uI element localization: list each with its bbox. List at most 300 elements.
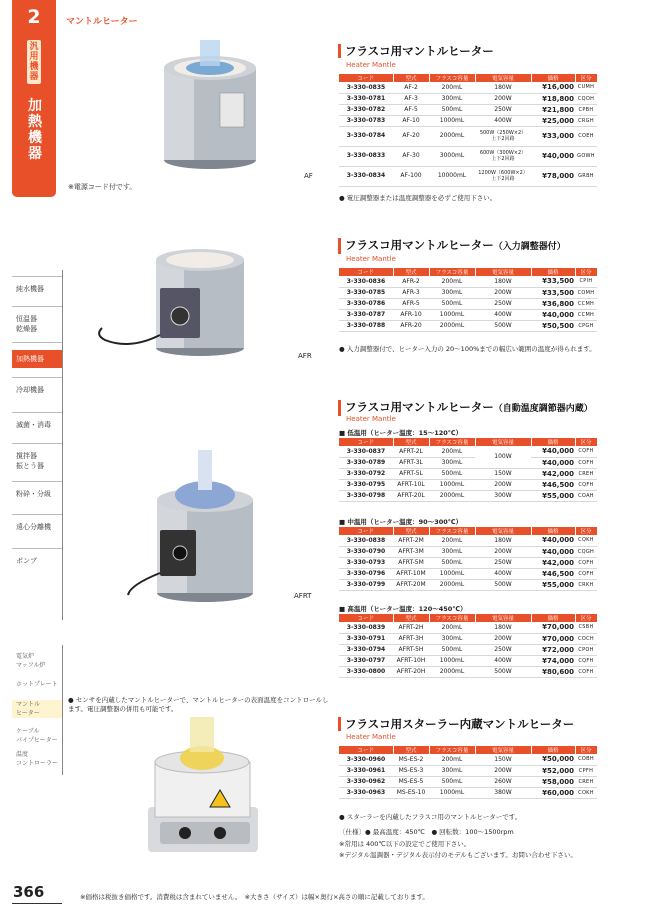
table-cell: 200W	[475, 765, 531, 776]
table-cell: 180W	[475, 276, 531, 287]
table-cell: MS-ES-5	[393, 776, 429, 787]
table-cell: AFRT-5H	[393, 644, 429, 655]
table-cell: CPIH	[575, 276, 597, 287]
table-row	[339, 633, 597, 644]
table-cell: AFR-2	[393, 276, 429, 287]
table-cell: 3-330-0960	[339, 754, 393, 765]
table-row	[339, 146, 597, 166]
table-cell: 250W	[475, 298, 531, 309]
table-header: 型式	[393, 74, 429, 82]
p3-high-table	[339, 614, 598, 678]
table-cell: 200mL	[429, 754, 475, 765]
table-cell: CQFH	[575, 479, 597, 490]
table-row	[339, 126, 597, 146]
table-header: フラスコ容量	[429, 268, 475, 276]
table-header: 価格	[531, 527, 575, 535]
table-header: 型式	[393, 438, 429, 446]
table-header: フラスコ容量	[429, 527, 475, 535]
table-cell: 1000mL	[429, 309, 475, 320]
table-header: 電気容量	[475, 438, 531, 446]
table-cell: CREH	[575, 468, 597, 479]
page-rule	[12, 903, 62, 904]
table-cell: AFRT-2H	[393, 622, 429, 633]
table-cell: 3-330-0791	[339, 633, 393, 644]
sidebar-item: 電気炉 マッフル炉	[16, 653, 46, 669]
table-cell: CCMH	[575, 298, 597, 309]
table-cell: 3-330-0782	[339, 104, 393, 115]
table-header: コード	[339, 74, 393, 82]
table-cell: ¥33,500	[531, 276, 575, 287]
p3-low-group: ■ 低温用（ヒーター温度：15～120℃）	[339, 429, 463, 437]
table-cell: CQFH	[575, 446, 597, 457]
p1-subtitle: Heater Mantle	[346, 61, 396, 69]
table-cell: ¥50,000	[531, 754, 575, 765]
table-header: コード	[339, 527, 393, 535]
table-cell: 180W	[475, 535, 531, 546]
table-row	[339, 644, 597, 655]
table-cell: COFH	[575, 666, 597, 677]
table-row	[339, 115, 597, 126]
table-cell: CREH	[575, 776, 597, 787]
table-cell: ¥42,000	[531, 557, 575, 568]
table-header: 価格	[531, 268, 575, 276]
table-row	[339, 166, 597, 186]
table-cell: ¥72,000	[531, 644, 575, 655]
table-cell: ¥60,000	[531, 787, 575, 798]
table-header: フラスコ容量	[429, 438, 475, 446]
table-cell: ¥40,000	[531, 146, 575, 166]
sidebar-item: 滅菌・消毒	[16, 421, 51, 429]
chapter-subtitle: 汎用機器	[27, 40, 41, 84]
table-cell: 200W	[475, 479, 531, 490]
table-header: 区分	[575, 74, 597, 82]
table-row	[339, 104, 597, 115]
table-cell: 260W	[475, 776, 531, 787]
table-cell: 3-330-0962	[339, 776, 393, 787]
sidebar-separator	[12, 412, 62, 413]
table-header: コード	[339, 438, 393, 446]
sidebar-item: 撹拌器 振とう器	[16, 452, 44, 470]
table-cell: AFRT-3L	[393, 457, 429, 468]
sidebar-separator	[12, 481, 62, 482]
table-row	[339, 765, 597, 776]
table-cell: 500mL	[429, 298, 475, 309]
sidebar-separator	[12, 443, 62, 444]
afr-label: AFR	[298, 352, 312, 360]
table-header: コード	[339, 268, 393, 276]
table-header: 型式	[393, 527, 429, 535]
table-cell: COFH	[575, 457, 597, 468]
table-cell: AF-100	[393, 166, 429, 186]
table-row	[339, 287, 597, 298]
table-cell: 380W	[475, 787, 531, 798]
table-cell: CQGH	[575, 546, 597, 557]
sidebar-item: ケーブル パイプヒーター	[16, 728, 58, 744]
chapter-title: 加熱機器	[28, 98, 42, 162]
table-cell: CQFH	[575, 557, 597, 568]
table-cell: 3-330-0800	[339, 666, 393, 677]
table-cell: 500mL	[429, 104, 475, 115]
table-cell: 3-330-0835	[339, 82, 393, 93]
table-cell: 3-330-0836	[339, 276, 393, 287]
table-cell: 3-330-0797	[339, 655, 393, 666]
table-row	[339, 546, 597, 557]
p4-note3: ※デジタル温調器・デジタル表示付のモデルもございます。お問い合わせ下さい。	[339, 851, 577, 859]
table-cell: 250W	[475, 557, 531, 568]
sidebar-item: 恒温器 乾燥器	[16, 315, 37, 333]
table-cell: COEH	[575, 126, 597, 146]
table-cell: AFRT-10L	[393, 479, 429, 490]
table-cell: ¥18,800	[531, 93, 575, 104]
table-header: コード	[339, 746, 393, 754]
table-cell: 200mL	[429, 622, 475, 633]
table-cell: ¥42,000	[531, 468, 575, 479]
table-header: 区分	[575, 614, 597, 622]
table-cell: COAH	[575, 490, 597, 501]
sidebar-item: 粉砕・分級	[16, 490, 51, 498]
table-row	[339, 490, 597, 501]
table-cell: CCMH	[575, 309, 597, 320]
table-row	[339, 276, 597, 287]
table-cell: ¥46,500	[531, 479, 575, 490]
table-cell: AFRT-20L	[393, 490, 429, 501]
table-cell: 500W（250W×2） 上下2回路	[475, 126, 531, 146]
table-cell: 100W	[475, 446, 531, 468]
table-header: 電気容量	[475, 614, 531, 622]
table-cell: CSBH	[575, 622, 597, 633]
sidebar-item: 温度 コントローラー	[16, 751, 59, 767]
table-cell: AFRT-20H	[393, 666, 429, 677]
table-cell: AF-30	[393, 146, 429, 166]
table-cell: ¥70,000	[531, 622, 575, 633]
p3-low-table	[339, 438, 598, 502]
af-label: AF	[304, 172, 313, 180]
table-cell: 200mL	[429, 446, 475, 457]
table-cell: CQOH	[575, 93, 597, 104]
table-row	[339, 787, 597, 798]
table-header: 電気容量	[475, 74, 531, 82]
table-cell: AFR-5	[393, 298, 429, 309]
table-cell: COMH	[575, 287, 597, 298]
sidebar-separator	[12, 548, 62, 549]
table-header: フラスコ容量	[429, 614, 475, 622]
table-cell: COCH	[575, 633, 597, 644]
sidebar-item: ホットプレート	[16, 681, 58, 688]
table-cell: 2000mL	[429, 126, 475, 146]
table-row	[339, 754, 597, 765]
table-cell: ¥40,000	[531, 546, 575, 557]
table-cell: ¥40,000	[531, 457, 575, 468]
table-cell: 3-330-0799	[339, 579, 393, 590]
table-row	[339, 535, 597, 546]
p4-subtitle: Heater Mantle	[346, 733, 396, 741]
af-heater-image	[150, 38, 270, 178]
table-cell: 300mL	[429, 93, 475, 104]
table-cell: 250W	[475, 104, 531, 115]
table-cell: AF-5	[393, 104, 429, 115]
table-cell: AFRT-20M	[393, 579, 429, 590]
table-cell: 3-330-0798	[339, 490, 393, 501]
page-number: 366	[13, 883, 45, 901]
sidebar-separator	[12, 276, 62, 277]
table-row	[339, 298, 597, 309]
table-cell: AFRT-10M	[393, 568, 429, 579]
table-cell: 3-330-0786	[339, 298, 393, 309]
table-cell: ¥36,800	[531, 298, 575, 309]
table-cell: MS-ES-10	[393, 787, 429, 798]
table-cell: 3-330-0790	[339, 546, 393, 557]
table-cell: ¥21,800	[531, 104, 575, 115]
table-cell: MS-ES-3	[393, 765, 429, 776]
table-cell: 2000mL	[429, 320, 475, 331]
table-cell: ¥55,000	[531, 579, 575, 590]
table-cell: 300mL	[429, 287, 475, 298]
table-header: 価格	[531, 746, 575, 754]
table-row	[339, 666, 597, 677]
table-cell: GRBH	[575, 166, 597, 186]
table-row	[339, 557, 597, 568]
table-cell: AF-10	[393, 115, 429, 126]
table-cell: ¥55,000	[531, 490, 575, 501]
sidebar-item: 冷却機器	[16, 386, 44, 394]
table-cell: AFRT-2L	[393, 446, 429, 457]
table-cell: 3-330-0796	[339, 568, 393, 579]
table-cell: 400W	[475, 115, 531, 126]
table-cell: 2000mL	[429, 579, 475, 590]
table-cell: 500mL	[429, 468, 475, 479]
table-cell: AFRT-3M	[393, 546, 429, 557]
af-caption: ※電源コード付です。	[68, 183, 137, 191]
table-cell: 3-330-0794	[339, 644, 393, 655]
table-cell: 2000mL	[429, 490, 475, 501]
table-cell: 3-330-0793	[339, 557, 393, 568]
table-cell: 200mL	[429, 535, 475, 546]
table-cell: AFR-10	[393, 309, 429, 320]
p2-title: フラスコ用マントルヒーター（入力調整器付）	[338, 238, 566, 254]
table-cell: CRKH	[575, 579, 597, 590]
footer-note: ※価格は税抜き価格です。消費税は含まれていません。 ※大きさ（サイズ）は幅×奥行×高さの順に記載しております。	[80, 893, 429, 901]
sidebar-item: 純水機器	[16, 285, 44, 293]
afrt-label: AFRT	[294, 592, 312, 600]
sidebar-divider	[62, 645, 63, 775]
table-cell: 180W	[475, 622, 531, 633]
table-cell: 3-330-0963	[339, 787, 393, 798]
table-cell: 3-330-0785	[339, 287, 393, 298]
table-cell: ¥58,000	[531, 776, 575, 787]
table-cell: 180W	[475, 82, 531, 93]
table-cell: ¥46,500	[531, 568, 575, 579]
table-cell: 500W	[475, 320, 531, 331]
table-cell: 500mL	[429, 776, 475, 787]
table-cell: 3-330-0795	[339, 479, 393, 490]
table-cell: 3-330-0838	[339, 535, 393, 546]
table-cell: 200mL	[429, 276, 475, 287]
table-cell: 3-330-0961	[339, 765, 393, 776]
table-cell: 3-330-0781	[339, 93, 393, 104]
table-cell: 300mL	[429, 457, 475, 468]
table-cell: CQFH	[575, 568, 597, 579]
table-cell: 2000mL	[429, 666, 475, 677]
table-cell: 3-330-0788	[339, 320, 393, 331]
table-cell: 400W	[475, 655, 531, 666]
table-cell: 3-330-0833	[339, 146, 393, 166]
p3-title: フラスコ用マントルヒーター（自動温度調節器内蔵）	[338, 400, 593, 416]
table-header: コード	[339, 614, 393, 622]
p1-title: フラスコ用マントルヒーター	[338, 44, 494, 58]
table-cell: ¥70,000	[531, 633, 575, 644]
table-cell: 200W	[475, 546, 531, 557]
table-row	[339, 457, 597, 468]
table-cell: 3000mL	[429, 146, 475, 166]
table-cell: GOWH	[575, 146, 597, 166]
table-cell: AF-2	[393, 82, 429, 93]
table-cell: 200W	[475, 93, 531, 104]
table-row	[339, 468, 597, 479]
p2-table	[339, 268, 598, 332]
table-cell: ¥50,500	[531, 320, 575, 331]
table-cell: 1000mL	[429, 568, 475, 579]
p2-subtitle: Heater Mantle	[346, 255, 396, 263]
p4-title: フラスコ用スターラー内蔵マントルヒーター	[338, 717, 574, 731]
table-cell: 1000mL	[429, 479, 475, 490]
table-header: フラスコ容量	[429, 74, 475, 82]
table-header: 区分	[575, 527, 597, 535]
table-cell: AFRT-5L	[393, 468, 429, 479]
sidebar-item: マントル ヒーター	[12, 700, 62, 718]
p1-table	[339, 74, 598, 187]
table-cell: 300mL	[429, 546, 475, 557]
table-cell: CQKH	[575, 535, 597, 546]
table-cell: 200W	[475, 287, 531, 298]
table-cell: ¥78,000	[531, 166, 575, 186]
table-row	[339, 776, 597, 787]
p3-high-group: ■ 高温用（ヒーター温度：120～450℃）	[339, 605, 467, 613]
table-cell: COBH	[575, 754, 597, 765]
table-cell: ¥16,000	[531, 82, 575, 93]
table-cell: 200W	[475, 633, 531, 644]
table-cell: ¥40,000	[531, 309, 575, 320]
section-name: マントルヒーター	[66, 17, 138, 27]
table-row	[339, 446, 597, 457]
table-cell: ¥74,000	[531, 655, 575, 666]
table-row	[339, 82, 597, 93]
table-cell: 200mL	[429, 82, 475, 93]
table-header: 型式	[393, 614, 429, 622]
table-cell: 600W（300W×2） 上下2回路	[475, 146, 531, 166]
table-cell: CPOH	[575, 644, 597, 655]
table-row	[339, 622, 597, 633]
table-header: 区分	[575, 268, 597, 276]
p2-note: ● 入力調整器付で、ヒーター入力の 20～100%までの幅広い範囲の温度が得られます。	[339, 345, 596, 353]
table-cell: 300W	[475, 490, 531, 501]
table-row	[339, 655, 597, 666]
table-row	[339, 93, 597, 104]
sidebar-separator	[12, 377, 62, 378]
table-cell: ¥33,000	[531, 126, 575, 146]
table-row	[339, 320, 597, 331]
table-cell: AFR-3	[393, 287, 429, 298]
table-cell: 500W	[475, 579, 531, 590]
table-cell: AF-3	[393, 93, 429, 104]
afrt-heater-image	[120, 445, 270, 615]
table-cell: 150W	[475, 754, 531, 765]
table-cell: 3-330-0837	[339, 446, 393, 457]
sidebar-separator	[12, 342, 62, 343]
table-row	[339, 309, 597, 320]
table-cell: ¥40,000	[531, 535, 575, 546]
table-header: 電気容量	[475, 527, 531, 535]
sidebar-separator	[12, 306, 62, 307]
table-row	[339, 579, 597, 590]
table-cell: 3-330-0792	[339, 468, 393, 479]
table-cell: CUMH	[575, 82, 597, 93]
table-cell: ¥40,000	[531, 446, 575, 457]
table-cell: ¥52,000	[531, 765, 575, 776]
p4-note2: ※常用は 400℃以下の設定でご使用下さい。	[339, 840, 471, 848]
table-cell: 1000mL	[429, 115, 475, 126]
sidebar-item: 遠心分離機	[16, 523, 51, 531]
p4-table	[339, 746, 598, 799]
table-cell: 400W	[475, 568, 531, 579]
table-cell: ¥25,000	[531, 115, 575, 126]
sidebar-separator	[12, 514, 62, 515]
table-cell: 3-330-0839	[339, 622, 393, 633]
table-header: 区分	[575, 438, 597, 446]
table-cell: AF-20	[393, 126, 429, 146]
p1-note: ● 電圧調整器または温度調整器を必ずご使用下さい。	[339, 194, 497, 202]
p3-mid-table	[339, 527, 598, 591]
p3-subtitle: Heater Mantle	[346, 415, 396, 423]
table-cell: ¥33,500	[531, 287, 575, 298]
table-cell: MS-ES-2	[393, 754, 429, 765]
afr-heater-image	[90, 240, 260, 370]
table-cell: 1000mL	[429, 787, 475, 798]
table-header: 型式	[393, 746, 429, 754]
table-header: フラスコ容量	[429, 746, 475, 754]
table-header: 電気容量	[475, 746, 531, 754]
chapter-number: 2	[27, 6, 41, 28]
table-cell: 500mL	[429, 644, 475, 655]
table-header: 価格	[531, 438, 575, 446]
table-cell: 500W	[475, 666, 531, 677]
sidebar-divider	[62, 270, 63, 620]
table-cell: 3-330-0787	[339, 309, 393, 320]
table-cell: CPFH	[575, 765, 597, 776]
table-cell: AFRT-10H	[393, 655, 429, 666]
table-cell: ¥80,600	[531, 666, 575, 677]
table-header: 価格	[531, 74, 575, 82]
table-cell: 3-330-0783	[339, 115, 393, 126]
table-cell: 500mL	[429, 557, 475, 568]
table-cell: 1000mL	[429, 655, 475, 666]
table-row	[339, 568, 597, 579]
table-cell: AFR-20	[393, 320, 429, 331]
table-cell: 10000mL	[429, 166, 475, 186]
sidebar-item: ポンプ	[16, 557, 37, 565]
table-cell: CPBH	[575, 104, 597, 115]
table-cell: AFRT-5M	[393, 557, 429, 568]
table-cell: AFRT-2M	[393, 535, 429, 546]
table-cell: CRGH	[575, 115, 597, 126]
table-cell: AFRT-3H	[393, 633, 429, 644]
table-cell: CPGH	[575, 320, 597, 331]
table-cell: 400W	[475, 309, 531, 320]
table-cell: 1200W（600W×2） 上下2回路	[475, 166, 531, 186]
p4-spec: 〔仕様〕● 最高温度：450℃ ● 回転数：100～1500rpm	[339, 828, 514, 836]
table-cell: 150W	[475, 468, 531, 479]
p3-mid-group: ■ 中温用（ヒーター温度：90～300℃）	[339, 518, 463, 526]
ms-es-image	[140, 712, 265, 862]
